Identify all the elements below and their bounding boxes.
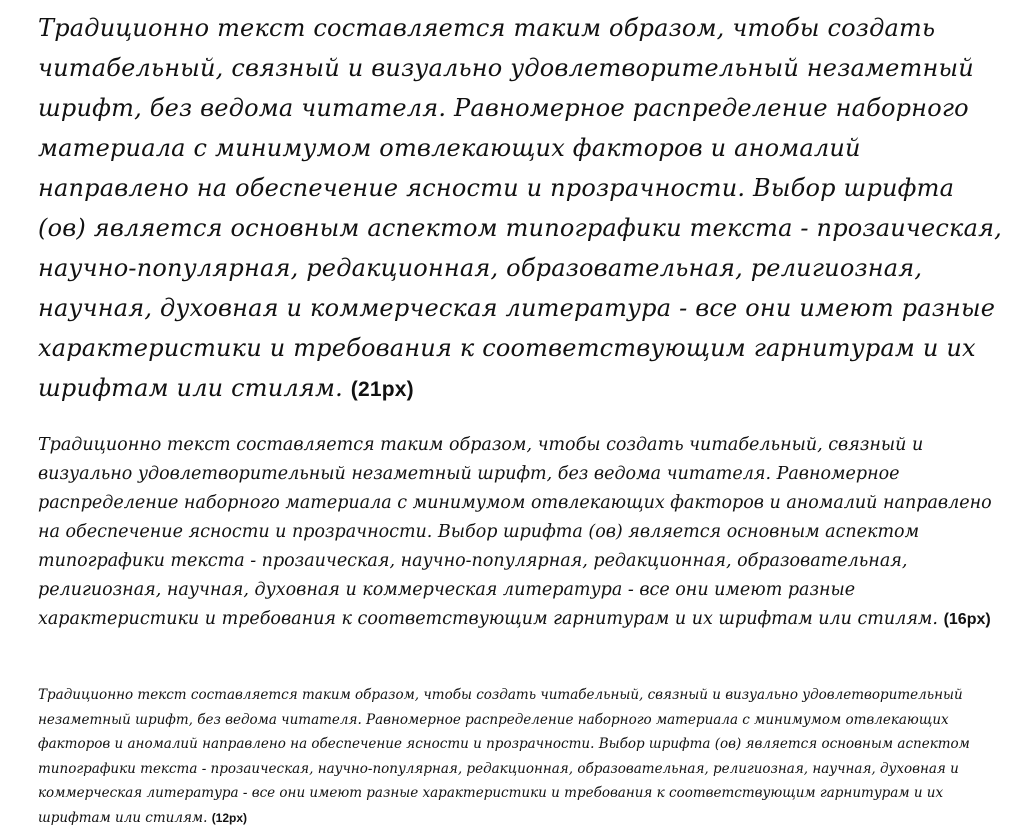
size-label: (12px)	[211, 810, 248, 825]
sample-text: Традиционно текст составляется таким образом, чтобы создать читабельный, связный и визуально удовлетворительный незаметный шрифт, без ведома читателя. Равномерное распределение наборного материала с минимумом отвлекающих факторов и аномалий направлено на обеспечение ясности и прозрачности. Выбор шрифта (ов) является основным аспектом типографики текста - прозаическая, научно-популярная, редакционная, образовательная, религиозная, научная, духовная и коммерческая литература - все они имеют разные характеристики и требования к соответствующим гарнитурам и их шрифтам или стилям.	[38, 687, 970, 826]
font-sample-21px	[38, 8, 1008, 410]
sample-text: Традиционно текст составляется таким образом, чтобы создать читабельный, связный и визуально удовлетворительный незаметный шрифт, без ведома читателя. Равномерное распределение наборного материала с минимумом отвлекающих факторов и аномалий направлено на обеспечение ясности и прозрачности. Выбор шрифта (ов) является основным аспектом типографики текста - прозаическая, научно-популярная, редакционная, образовательная, религиозная, научная, духовная и коммерческая литература - все они имеют разные характеристики и требования к соответствующим гарнитурам и их шрифтам или стилям.	[38, 435, 992, 629]
font-sample-16px	[38, 431, 1008, 634]
sample-text: Традиционно текст составляется таким образом, чтобы создать читабельный, связный и визуально удовлетворительный незаметный шрифт, без ведома читателя. Равномерное распределение наборного материала с минимумом отвлекающих факторов и аномалий направлено на обеспечение ясности и прозрачности. Выбор шрифта (ов) является основным аспектом типографики текста - прозаическая, научно-популярная, редакционная, образовательная, религиозная, научная, духовная и коммерческая литература - все они имеют разные характеристики и требования к соответствующим гарнитурам и их шрифтам или стилям.	[38, 14, 1003, 402]
size-label: (21px)	[350, 378, 414, 401]
font-sample-12px	[38, 683, 1008, 830]
size-label: (16px)	[943, 611, 991, 628]
